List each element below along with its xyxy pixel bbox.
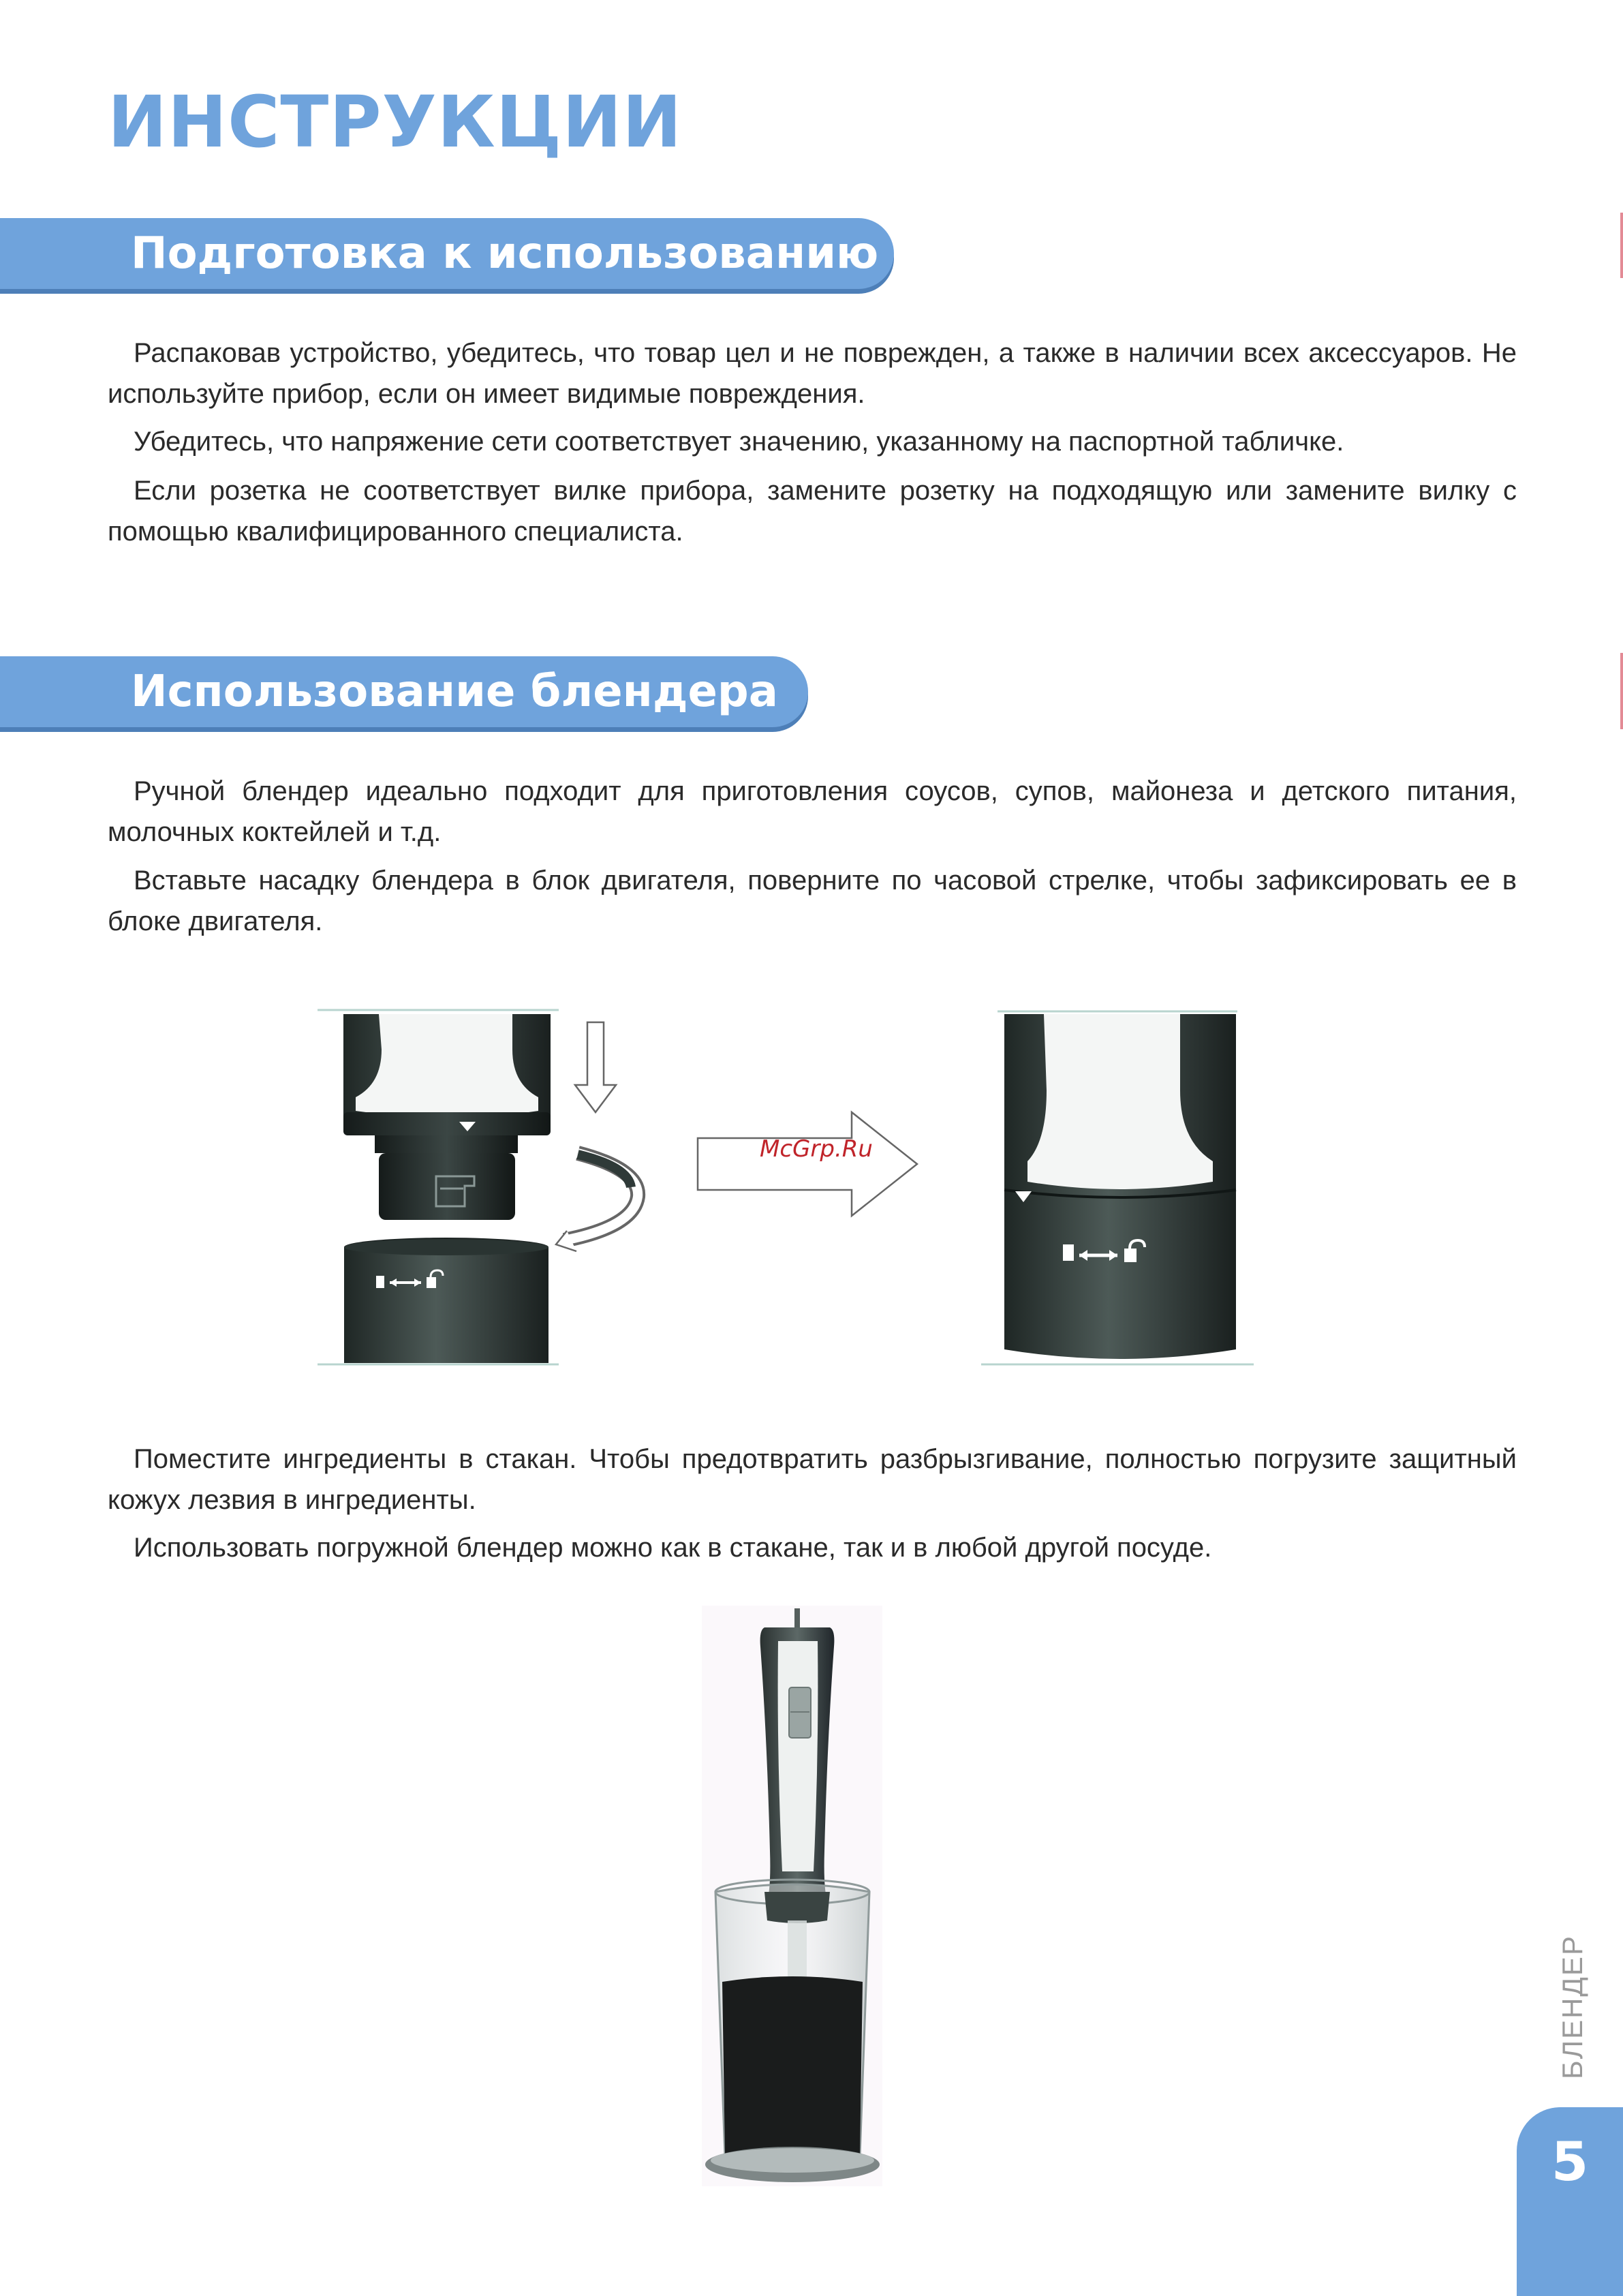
lock-closed-icon (376, 1276, 384, 1288)
paragraph: Если розетка не соответствует вилке прибора, замените розетку на подходящую или замените вилку с помощью квалифицированного специалиста. (108, 476, 1517, 547)
edge-marker (1620, 213, 1623, 278)
page-number-tab (1517, 2107, 1623, 2296)
section-heading-banner (0, 218, 894, 289)
insert-down-arrow-icon (575, 1022, 616, 1112)
side-section-label (1552, 1935, 1593, 2079)
paragraph: Поместите ингредиенты в стакан. Чтобы предотвратить разбрызгивание, полностью погрузите защитный кожух лезвия в ингредиенты. (108, 1444, 1517, 1515)
section-heading: Подготовка к использованию (131, 228, 879, 279)
section-heading: Использование блендера (131, 667, 778, 717)
paragraph: Использовать погружной блендер можно как в стакане, так и в любой другой посуде. (134, 1533, 1212, 1563)
lock-closed-icon (1063, 1244, 1074, 1261)
paragraph: Ручной блендер идеально подходит для приготовления соусов, супов, майонеза и детского питания, молочных коктейлей и т.д. (108, 776, 1517, 847)
paragraph: Распаковав устройство, убедитесь, что товар цел и не поврежден, а также в наличии всех аксессуаров. Не используйте прибор, если он имеет видимые повреждения. (108, 338, 1517, 409)
blade-coupler (375, 1135, 518, 1220)
section-heading-banner (0, 656, 808, 727)
blending-shaft-top (318, 1238, 559, 1364)
page-number: 5 (1551, 2132, 1589, 2193)
paragraph: Убедитесь, что напряжение сети соответствует значению, указанному на паспортной табличке. (134, 427, 1344, 457)
lock-open-icon (427, 1277, 436, 1288)
rotate-arrow-icon (556, 1153, 638, 1251)
lock-open-icon (1124, 1249, 1137, 1262)
assembly-illustration (313, 1009, 1261, 1370)
assembled-blender (981, 1011, 1254, 1364)
blender-in-beaker-illustration (702, 1606, 882, 2186)
motor-unit-separated (318, 1010, 559, 1135)
paragraph: Вставьте насадку блендера в блок двигателя, поверните по часовой стрелке, чтобы зафиксировать ее в блоке двигателя. (108, 866, 1517, 936)
watermark: McGrp.Ru (760, 1135, 873, 1163)
result-right-arrow-icon (698, 1112, 917, 1216)
page-title: ИНСТРУКЦИИ (108, 80, 683, 164)
edge-marker (1620, 653, 1623, 729)
side-label-text: БЛЕНДЕР (1556, 1935, 1588, 2079)
